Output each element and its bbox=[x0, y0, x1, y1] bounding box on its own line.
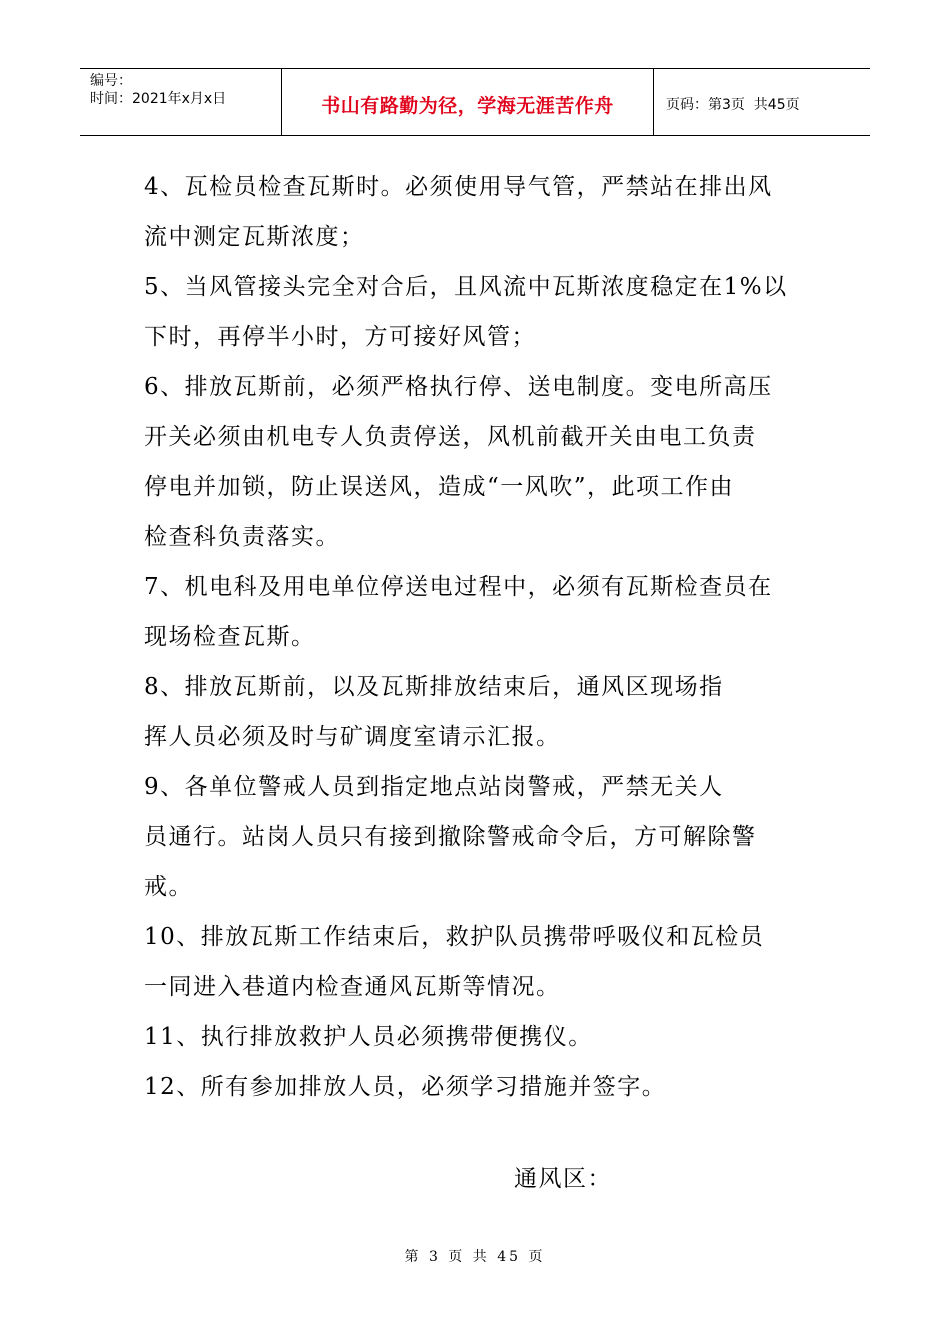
document-number-label: 编号： bbox=[90, 73, 132, 89]
header-page-info: 页码：第3页 共45页 bbox=[666, 97, 800, 113]
header-meta bbox=[80, 69, 282, 135]
body-line: 挥人员必须及时与矿调度室请示汇报。 bbox=[144, 724, 561, 750]
body-line: 检查科负责落实。 bbox=[144, 524, 340, 550]
header-page-info-cell bbox=[654, 69, 870, 135]
body-line: 5、当风管接头完全对合后，且风流中瓦斯浓度稳定在1%以 bbox=[144, 274, 788, 300]
body-line: 6、排放瓦斯前，必须严格执行停、送电制度。变电所高压 bbox=[144, 374, 773, 400]
body-line: 下时，再停半小时，方可接好风管； bbox=[144, 324, 536, 350]
body-line: 12、所有参加排放人员，必须学习措施并签字。 bbox=[144, 1074, 667, 1100]
body-line: 戒。 bbox=[144, 874, 193, 900]
body-line: 员通行。站岗人员只有接到撤除警戒命令后，方可解除警 bbox=[144, 824, 757, 850]
body-line: 现场检查瓦斯。 bbox=[144, 624, 316, 650]
signature-label: 通风区： bbox=[514, 1166, 612, 1192]
body-line: 9、各单位警戒人员到指定地点站岗警戒，严禁无关人 bbox=[144, 774, 724, 800]
header-motto-cell bbox=[282, 69, 654, 135]
page-header bbox=[80, 68, 870, 136]
header-motto: 书山有路勤为径，学海无涯苦作舟 bbox=[321, 94, 614, 117]
body-line: 开关必须由机电专人负责停送，风机前截开关由电工负责 bbox=[144, 424, 757, 450]
body-line: 流中测定瓦斯浓度； bbox=[144, 224, 365, 250]
body-line: 一同进入巷道内检查通风瓦斯等情况。 bbox=[144, 974, 561, 1000]
document-time-label: 时间：2021年x月x日 bbox=[90, 91, 227, 107]
body-line: 4、瓦检员检查瓦斯时。必须使用导气管，严禁站在排出风 bbox=[144, 174, 773, 200]
page-footer: 第 3 页 共 45 页 bbox=[404, 1249, 546, 1265]
body-line: 11、执行排放救护人员必须携带便携仪。 bbox=[144, 1024, 593, 1050]
body-line: 7、机电科及用电单位停送电过程中，必须有瓦斯检查员在 bbox=[144, 574, 773, 600]
body-line: 8、排放瓦斯前，以及瓦斯排放结束后，通风区现场指 bbox=[144, 674, 724, 700]
document-body bbox=[144, 162, 814, 1112]
body-line: 10、排放瓦斯工作结束后，救护队员携带呼吸仪和瓦检员 bbox=[144, 924, 765, 950]
body-line: 停电并加锁，防止误送风，造成“一风吹”，此项工作由 bbox=[144, 474, 735, 500]
